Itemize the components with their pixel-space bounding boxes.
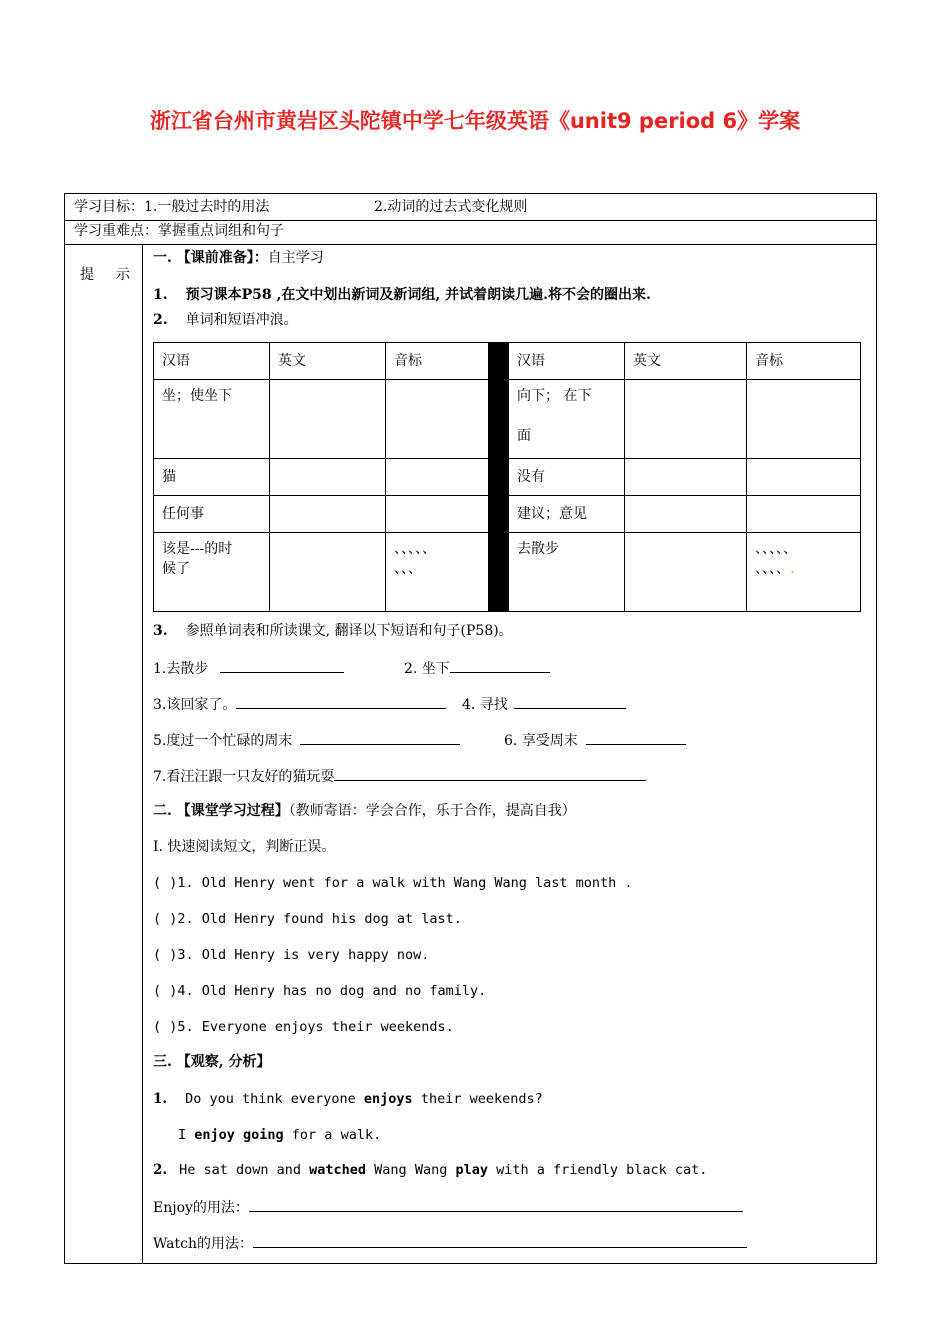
sentence-text: their weekends?	[412, 1091, 543, 1107]
phrase-6	[504, 730, 686, 750]
cell-chinese	[154, 533, 270, 612]
teacher-note: （教师寄语：学会合作，乐于合作，提高自我）	[288, 803, 576, 819]
header-chinese-2: 汉语	[509, 343, 625, 380]
side-hint-label: 提 示	[80, 267, 134, 283]
cell-phonetic-blank[interactable]	[747, 496, 861, 533]
sentence-text: with a friendly black cat.	[487, 1162, 708, 1178]
answer-blank[interactable]	[450, 658, 550, 673]
section1-item3	[153, 622, 513, 640]
cell-chinese-2: 建议；意见	[509, 496, 625, 533]
cell-line: 向下； 在下	[517, 388, 592, 404]
phrase-3	[153, 694, 446, 714]
phrase-text: 3.该回家了。	[153, 697, 237, 713]
highlight-word: play	[455, 1162, 488, 1178]
cell-english-blank[interactable]	[625, 533, 747, 612]
header-english-2: 英文	[625, 343, 747, 380]
phrase-text: 2. 坐下	[404, 661, 450, 677]
cell-chinese-2	[509, 380, 625, 459]
enjoy-usage	[153, 1197, 743, 1217]
header-phonetic: 音标	[386, 343, 489, 380]
observation-sentence-2	[178, 1126, 381, 1144]
true-false-item-4[interactable]: ( )4. Old Henry has no dog and no family.	[153, 983, 487, 999]
column-divider	[142, 244, 143, 1263]
header-chinese: 汉语	[154, 343, 270, 380]
cell-line: 面	[517, 428, 531, 444]
cell-text: 、、、、	[755, 561, 790, 577]
item-number: 2.	[153, 312, 168, 328]
answer-blank[interactable]	[249, 1197, 743, 1212]
cell-english-blank[interactable]	[270, 533, 386, 612]
phrase-text: 6. 享受周末	[504, 733, 578, 749]
cell-chinese-2: 没有	[509, 459, 625, 496]
cell-line	[755, 559, 852, 579]
phrase-text: 4. 寻找	[462, 697, 508, 713]
cell-phonetic-blank[interactable]	[747, 380, 861, 459]
phrase-text: 1.去散步	[153, 661, 209, 677]
highlight-word: enjoys	[363, 1091, 413, 1107]
answer-blank[interactable]	[586, 730, 686, 745]
cell-chinese: 猫	[154, 459, 270, 496]
true-false-item-1[interactable]: ( )1. Old Henry went for a walk with Wang Wang last month .	[153, 875, 633, 891]
item-number: 1.	[153, 287, 168, 303]
section2-task: I. 快速阅读短文，判断正误。	[153, 839, 336, 855]
item-text: 单词和短语冲浪。	[185, 312, 298, 328]
section1-subtitle: 自主学习	[267, 250, 324, 266]
section1-title: 一. 【课前准备】：	[153, 250, 268, 266]
cell-line: 、、、	[394, 561, 422, 577]
phrase-1	[153, 658, 344, 678]
cell-line: 、、、、、	[755, 541, 797, 557]
usage-label: Watch的用法：	[153, 1236, 254, 1252]
sentence-text: I	[178, 1127, 195, 1143]
cell-english-blank[interactable]	[625, 496, 747, 533]
observation-sentence-3	[153, 1161, 707, 1179]
cell-chinese: 坐；使坐下	[154, 380, 270, 459]
phrase-4	[462, 694, 626, 714]
true-false-item-2[interactable]: ( )2. Old Henry found his dog at last.	[153, 911, 462, 927]
highlight-word: watched	[309, 1162, 367, 1178]
table-row	[154, 343, 861, 380]
highlight-word: enjoy going	[194, 1127, 284, 1143]
phrase-5	[153, 730, 460, 750]
cell-english-blank[interactable]	[625, 380, 747, 459]
mark-dot: .	[790, 561, 795, 577]
section1-item2	[153, 311, 298, 329]
item-text: 参照单词表和所读课文, 翻译以下短语和句子(P58)。	[185, 623, 513, 639]
section3-heading: 三. 【观察, 分析】	[153, 1054, 271, 1070]
section1-heading	[153, 249, 324, 267]
cell-phonetic	[386, 533, 489, 612]
section2-heading	[153, 802, 576, 820]
answer-blank[interactable]	[334, 766, 646, 781]
item-text: 预习课本P58 ,在文中划出新词及新词组, 并试着朗读几遍.将不会的圈出来.	[185, 287, 651, 303]
row-divider	[65, 244, 876, 245]
phrase-text: 7.看汪汪跟一只友好的猫玩耍	[153, 769, 335, 785]
sentence-text: He sat down and	[179, 1162, 310, 1178]
usage-label: Enjoy的用法：	[153, 1200, 249, 1216]
cell-chinese-2: 去散步	[509, 533, 625, 612]
true-false-item-5[interactable]: ( )5. Everyone enjoys their weekends.	[153, 1019, 454, 1035]
answer-blank[interactable]	[253, 1233, 747, 1248]
sentence-text: for a walk.	[283, 1127, 382, 1143]
learning-goals-item2: 2.动词的过去式变化规则	[374, 199, 528, 215]
header-english: 英文	[270, 343, 386, 380]
cell-phonetic-blank[interactable]	[747, 459, 861, 496]
phrase-2	[404, 658, 550, 678]
header-phonetic-2: 音标	[747, 343, 861, 380]
sentence-text: Wang Wang	[366, 1162, 456, 1178]
sentence-text: Do you think everyone	[185, 1091, 364, 1107]
cell-phonetic-blank[interactable]	[386, 496, 489, 533]
cell-line: 、、、、、	[394, 541, 436, 557]
cell-english-blank[interactable]	[270, 380, 386, 459]
key-points: 学习重难点：掌握重点词组和句子	[74, 223, 284, 239]
section2-title: 二. 【课堂学习过程】	[153, 803, 289, 819]
watch-usage	[153, 1233, 747, 1253]
cell-english-blank[interactable]	[625, 459, 747, 496]
true-false-item-3[interactable]: ( )3. Old Henry is very happy now.	[153, 947, 430, 963]
answer-blank[interactable]	[300, 730, 460, 745]
answer-blank[interactable]	[236, 694, 446, 709]
column-separator	[489, 343, 509, 612]
row-divider	[65, 220, 876, 221]
cell-line: 该是---的时	[162, 541, 233, 557]
phrase-text: 5.度过一个忙碌的周末	[153, 733, 293, 749]
cell-phonetic-blank[interactable]	[386, 459, 489, 496]
phrase-7	[153, 766, 646, 786]
cell-chinese: 任何事	[154, 496, 270, 533]
item-number: 1.	[153, 1091, 168, 1107]
cell-english-blank[interactable]	[270, 459, 386, 496]
answer-blank[interactable]	[220, 658, 344, 673]
cell-phonetic-2	[747, 533, 861, 612]
learning-goals: 学习目标：1.一般过去时的用法	[74, 199, 270, 215]
cell-line: 候了	[162, 561, 190, 577]
item-number: 3.	[153, 623, 168, 639]
answer-blank[interactable]	[514, 694, 626, 709]
cell-english-blank[interactable]	[270, 496, 386, 533]
vocab-table	[153, 342, 861, 612]
section1-item1	[153, 286, 651, 304]
page-title: 浙江省台州市黄岩区头陀镇中学七年级英语《unit9 period 6》学案	[149, 109, 801, 133]
item-number: 2.	[153, 1162, 168, 1178]
observation-sentence-1	[153, 1090, 543, 1108]
cell-phonetic-blank[interactable]	[386, 380, 489, 459]
